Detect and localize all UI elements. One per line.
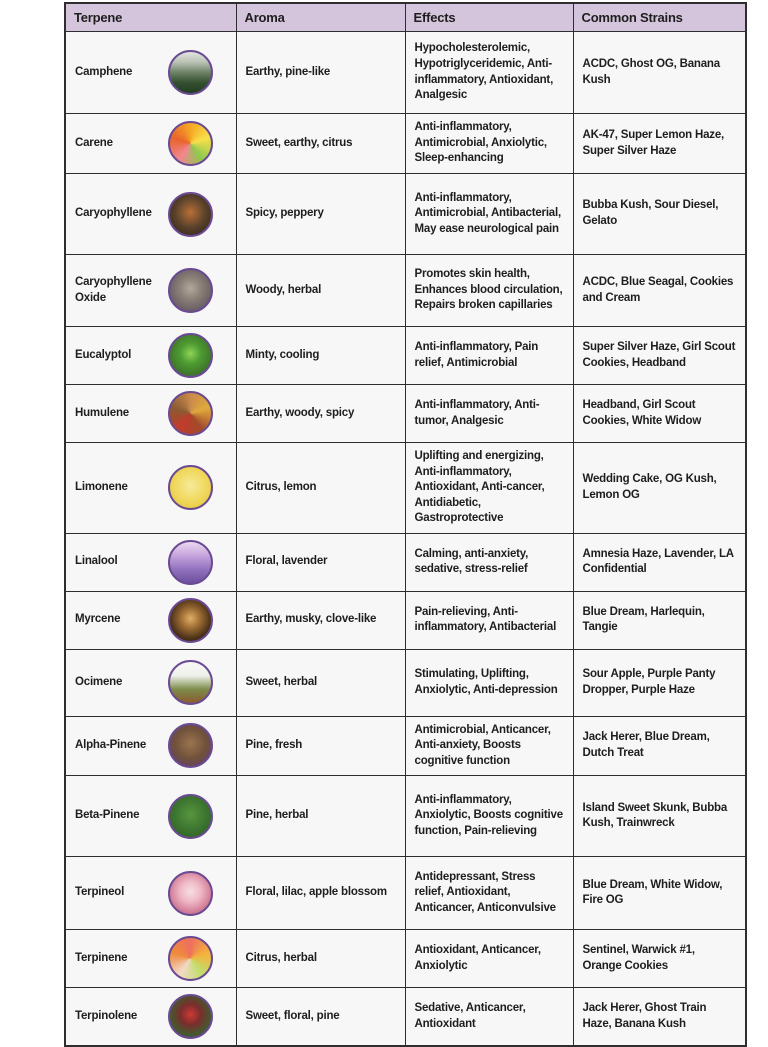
effects-cell: Pain-relieving, Anti-inflammatory, Antibacterial [405,591,573,649]
wood-cross-section-icon [168,268,213,313]
pine-needles-icon [168,794,213,839]
table-row [65,385,746,443]
strains-cell: Bubba Kush, Sour Diesel, Gelato [573,174,746,255]
aroma-cell: Citrus, herbal [236,930,405,988]
aroma-cell: Pine, herbal [236,776,405,857]
terpene-cell [65,174,236,255]
effects-cell: Anti-inflammatory, Anxiolytic, Boosts cognitive function, Pain-relieving [405,776,573,857]
strains-cell: Super Silver Haze, Girl Scout Cookies, Headband [573,327,746,385]
strains-cell: Jack Herer, Ghost Train Haze, Banana Kush [573,988,746,1047]
spice-spoons-icon [168,391,213,436]
aroma-cell: Citrus, lemon [236,443,405,534]
misty-forest-icon [168,50,213,95]
column-header-aroma: Aroma [236,3,405,32]
lavender-field-icon [168,540,213,585]
pine-cones-icon [168,723,213,768]
terpene-name: Alpha-Pinene [75,739,147,752]
terpene-name: Beta-Pinene [75,809,140,822]
table-row [65,930,746,988]
terpene-name: Terpinene [75,951,128,964]
effects-cell: Promotes skin health, Enhances blood circulation, Repairs broken capillaries [405,255,573,327]
effects-cell: Antidepressant, Stress relief, Antioxidant, Anticancer, Anticonvulsive [405,857,573,930]
aroma-cell: Earthy, woody, spicy [236,385,405,443]
strains-cell: Blue Dream, Harlequin, Tangie [573,591,746,649]
terpene-cell [65,988,236,1047]
aroma-cell: Spicy, peppery [236,174,405,255]
terpene-name: Ocimene [75,675,123,688]
red-berries-icon [168,994,213,1039]
table-row [65,591,746,649]
strains-cell: ACDC, Blue Seagal, Cookies and Cream [573,255,746,327]
strains-cell: Island Sweet Skunk, Bubba Kush, Trainwreck [573,776,746,857]
effects-cell: Antimicrobial, Anticancer, Anti-anxiety, Boosts cognitive function [405,716,573,776]
effects-cell: Calming, anti-anxiety, sedative, stress-relief [405,533,573,591]
aroma-cell: Earthy, musky, clove-like [236,591,405,649]
terpene-name: Linalool [75,555,118,568]
column-header-common-strains: Common Strains [573,3,746,32]
table-row [65,327,746,385]
strains-cell: Jack Herer, Blue Dream, Dutch Treat [573,716,746,776]
table-row [65,255,746,327]
effects-cell: Anti-inflammatory, Pain relief, Antimicrobial [405,327,573,385]
strains-cell: Blue Dream, White Widow, Fire OG [573,857,746,930]
table-row [65,716,746,776]
table-row [65,32,746,114]
aroma-cell: Floral, lilac, apple blossom [236,857,405,930]
terpene-name: Terpinolene [75,1009,138,1022]
table-body [65,32,746,1047]
strains-cell: Sentinel, Warwick #1, Orange Cookies [573,930,746,988]
aroma-cell: Sweet, earthy, citrus [236,114,405,174]
aroma-cell: Woody, herbal [236,255,405,327]
herb-bowl-icon [168,660,213,705]
effects-cell: Anti-inflammatory, Antimicrobial, Antibacterial, May ease neurological pain [405,174,573,255]
terpene-name: Myrcene [75,613,121,626]
strains-cell: Sour Apple, Purple Panty Dropper, Purple Haze [573,649,746,716]
aroma-cell: Earthy, pine-like [236,32,405,114]
effects-cell: Hypocholesterolemic, Hypotriglyceridemic, Anti-inflammatory, Antioxidant, Analgesic [405,32,573,114]
table-row [65,649,746,716]
cloves-bowl-icon [168,598,213,643]
terpene-name: Humulene [75,406,129,419]
citrus-slices-icon [168,936,213,981]
mint-leaves-icon [168,333,213,378]
terpene-cell [65,443,236,534]
strains-cell: Headband, Girl Scout Cookies, White Widow [573,385,746,443]
effects-cell: Anti-inflammatory, Anti-tumor, Analgesic [405,385,573,443]
aroma-cell: Sweet, floral, pine [236,988,405,1047]
table-row [65,533,746,591]
strains-cell: ACDC, Ghost OG, Banana Kush [573,32,746,114]
column-header-effects: Effects [405,3,573,32]
strains-cell: Wedding Cake, OG Kush, Lemon OG [573,443,746,534]
terpene-cell [65,385,236,443]
effects-cell: Sedative, Anticancer, Antioxidant [405,988,573,1047]
terpene-name: Caryophyllene Oxide [75,275,152,304]
strains-cell: AK-47, Super Lemon Haze, Super Silver Haze [573,114,746,174]
aroma-cell: Floral, lavender [236,533,405,591]
effects-cell: Stimulating, Uplifting, Anxiolytic, Anti-depression [405,649,573,716]
table-row [65,174,746,255]
aroma-cell: Sweet, herbal [236,649,405,716]
table-header-row [65,3,746,32]
terpene-cell [65,776,236,857]
effects-cell: Uplifting and energizing, Anti-inflammatory, Antioxidant, Anti-cancer, Antidiabetic, Gastroprotective [405,443,573,534]
terpene-name: Caryophyllene [75,207,152,220]
terpene-cell [65,327,236,385]
lemon-slices-icon [168,465,213,510]
column-header-terpene: Terpene [65,3,236,32]
effects-cell: Anti-inflammatory, Antimicrobial, Anxiolytic, Sleep-enhancing [405,114,573,174]
terpene-cell [65,533,236,591]
table-row [65,857,746,930]
terpene-cell [65,649,236,716]
table-row [65,443,746,534]
terpene-cell [65,255,236,327]
effects-cell: Antioxidant, Anticancer, Anxiolytic [405,930,573,988]
aroma-cell: Minty, cooling [236,327,405,385]
terpene-name: Eucalyptol [75,348,132,361]
terpene-cell [65,930,236,988]
terpene-cell [65,857,236,930]
aroma-cell: Pine, fresh [236,716,405,776]
terpene-name: Camphene [75,65,133,78]
terpene-cell [65,32,236,114]
table-row [65,114,746,174]
pink-flowers-icon [168,871,213,916]
strains-cell: Amnesia Haze, Lavender, LA Confidential [573,533,746,591]
terpene-table [64,2,747,1047]
terpene-cell [65,114,236,174]
terpene-name: Limonene [75,481,128,494]
terpene-name: Carene [75,136,113,149]
peppercorns-icon [168,192,213,237]
table-row [65,988,746,1047]
terpene-cell [65,716,236,776]
citrus-fruits-icon [168,121,213,166]
terpene-cell [65,591,236,649]
table-row [65,776,746,857]
terpene-name: Terpineol [75,886,125,899]
